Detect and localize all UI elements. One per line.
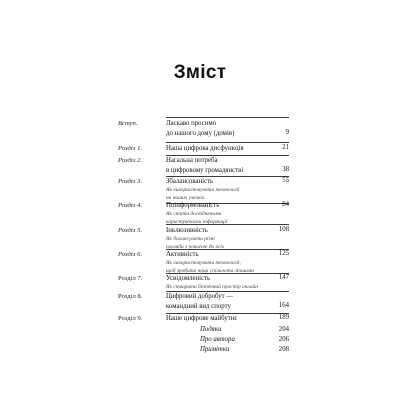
entry-title-line: Наша цифрова дисфункція — [166, 145, 244, 152]
entry-title-line: Інклюзивність — [166, 227, 208, 234]
entry-label: Розділ 4. — [118, 202, 143, 209]
entry-title-line: Активність — [166, 251, 199, 258]
entry-page-number: 206 — [278, 336, 289, 343]
back-matter-label: Примітки — [200, 346, 230, 353]
entry-label: Розділ 6. — [118, 251, 143, 258]
entry-label: Розділ 2. — [118, 157, 143, 164]
entry-page-number: 84 — [282, 201, 289, 208]
back-matter-label: Про автора — [200, 336, 235, 343]
entry-title-line: Поінформованість — [166, 202, 220, 209]
page-title: Зміст — [173, 62, 227, 83]
entry-page-number: 189 — [278, 314, 289, 321]
entry-label: Розділ 8. — [118, 293, 143, 300]
entry-page-number: 125 — [278, 250, 289, 257]
entry-page-number: 164 — [278, 302, 289, 309]
entry-divider — [166, 117, 289, 118]
entry-page-number: 204 — [278, 326, 289, 333]
entry-label: Розділ 3. — [118, 178, 143, 185]
entry-page-number: 38 — [282, 166, 289, 173]
entry-title-line: в цифровому громадянстві — [166, 167, 244, 175]
entry-page-number: 208 — [278, 346, 289, 353]
entry-page-number: 147 — [278, 274, 289, 281]
entry-title-line: Збалансованість — [166, 178, 214, 185]
back-matter-label: Подяки — [200, 326, 222, 333]
entry-label: Розділ 1. — [118, 145, 143, 152]
entry-page-number: 9 — [285, 129, 289, 136]
entry-subtitle-line: Як використовувати технології, — [166, 260, 241, 267]
entry-subtitle-line: Як створити безпечний простір онлайн — [166, 284, 258, 291]
entry-subtitle-line: Як балансувати різні — [166, 236, 215, 243]
entry-page-number: 21 — [282, 144, 289, 151]
entry-title-line: командний вид спорту — [166, 303, 231, 311]
entry-subtitle-line: погляди з повагою до всіх — [166, 244, 225, 251]
entry-label: Розділ 9. — [118, 315, 143, 322]
entry-subtitle-line: користувачами інформації — [166, 219, 228, 226]
entry-title-line: Цифровий добробут — — [166, 293, 234, 300]
entry-label: Вступ. — [118, 120, 138, 127]
entry-title-line: Наше цифрове майбутнє — [166, 315, 238, 322]
entry-divider — [166, 224, 289, 225]
entry-subtitle-line: щоб зробити наші спільноти ліпшими — [166, 268, 255, 275]
entry-divider — [166, 142, 289, 143]
entry-page-number: 108 — [278, 226, 289, 233]
entry-subtitle-line: Як стати досвідченими — [166, 211, 222, 218]
entry-title-line: Нагальна потреба — [166, 157, 218, 164]
entry-subtitle-line: Як використовувати технології — [166, 187, 240, 194]
entry-subtitle-line: на наших умовах — [166, 195, 205, 202]
entry-label: Розділ 7. — [118, 275, 143, 282]
entry-title-line: до нашого дому (домів) — [166, 130, 235, 138]
entry-label: Розділ 5. — [118, 227, 143, 234]
entry-page-number: 55 — [282, 177, 289, 184]
entry-title-line: Усвідомленість — [166, 275, 211, 282]
entry-title-line: Ласкаво просимо — [166, 120, 217, 127]
